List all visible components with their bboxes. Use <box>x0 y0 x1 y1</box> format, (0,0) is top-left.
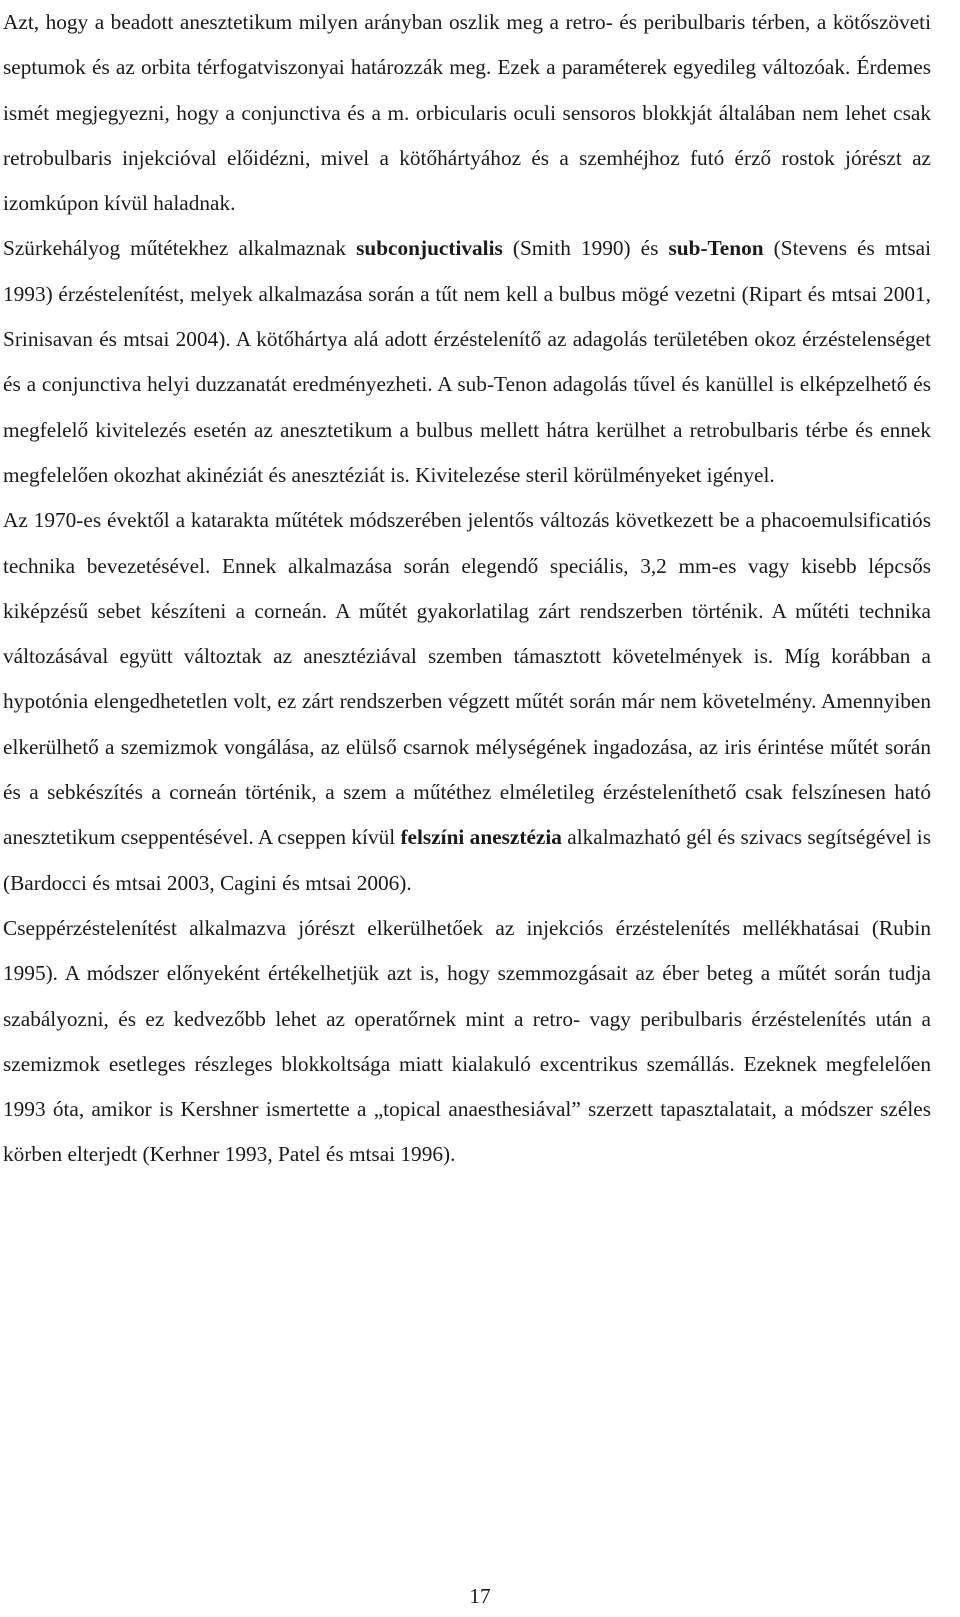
paragraph-anesthetic-distribution <box>3 0 931 226</box>
bold-term-sub-tenon: sub-Tenon <box>668 236 764 261</box>
body-text <box>3 0 931 1178</box>
paragraph-text: Szürkehályog műtétekhez alkalmaznak <box>3 236 357 261</box>
paragraph-topical-anesthesia <box>3 906 931 1178</box>
paragraph-phacoemulsification <box>3 498 931 906</box>
bold-term-felszini-anesztezia: felszíni anesztézia <box>400 825 562 850</box>
paragraph-text: (Smith 1990) és <box>502 236 669 261</box>
paragraph-text: Azt, hogy a beadott anesztetikum milyen arányban oszlik meg a retro- és peribulbaris térben, a kötőszöveti septumok és az orbita térfogatviszonyai határozzák meg. Ezek a paraméterek egyedileg változóak. Érdemes ismét megjegyezni, hogy a conjunctiva és a m. orbicularis oculi sensoros blokkját általában nem lehet csak retrobulbaris injekcióval előidézni, mivel a kötőhártyához és a szemhéjhoz futó érző rostok jórészt az izomkúpon kívül haladnak. <box>3 10 931 216</box>
page-number: 17 <box>469 1584 491 1608</box>
paragraph-text: Cseppérzéstelenítést alkalmazva jórészt elkerülhetőek az injekciós érzéstelenítés mellékhatásai (Rubin 1995). A módszer előnyeként értékelhetjük azt is, hogy szemmozgásait az éber beteg a műtét során tudja szabályozni, és ez kedvezőbb lehet az operatőrnek mint a retro- vagy peribulbaris érzéstelenítés után a szemizmok esetleges részleges blokkoltsága miatt kialakuló excentrikus szemállás. Ezeknek megfelelően 1993 óta, amikor is Kershner ismertette a „topical anaesthesiával” szerzett tapasztalatait, a módszer széles körben elterjedt (Kerhner 1993, Patel és mtsai 1996). <box>3 915 931 1167</box>
bold-term-subconjuctivalis: subconjuctivalis <box>356 236 503 261</box>
paragraph-text: Az 1970-es évektől a katarakta műtétek módszerében jelentős változás következett be a phacoemulsificatiós technika bevezetésével. Ennek alkalmazása során elegendő speciális, 3,2 mm-es vagy kisebb lépcsős kiképzésű sebet készíteni a corneán. A műtét gyakorlatilag zárt rendszerben történik. A műtéti technika változásával együtt változtak az anesztéziával szemben támasztott követelmények is. Míg korábban a hypotónia elengedhetetlen volt, ez zárt rendszerben végzett műtét során már nem követelmény. Amennyiben elkerülhető a szemizmok vongálása, az elülső csarnok mélységének ingadozása, az iris érintése műtét során és a sebkészítés a corneán történik, a szem a műtéthez elméletileg érzésteleníthető csak felszínesen ható anesztetikum cseppentésével. A cseppen kívül <box>3 508 931 850</box>
paragraph-text: alkalmazható gél és szivacs segítségével is (Bardocci és mtsai 2003, Cagini és mtsai 2006). <box>3 825 931 895</box>
paragraph-subconjunctival-subtenon <box>3 226 931 498</box>
paragraph-text: (Stevens és mtsai 1993) érzéstelenítést, melyek alkalmazása során a tűt nem kell a bulbus mögé vezetni (Ripart és mtsai 2001, Srinisavan és mtsai 2004). A kötőhártya alá adott érzéstelenítő az adagolás területében okoz érzéstelenséget és a conjunctiva helyi duzzanatát eredményezheti. A sub-Tenon adagolás tűvel és kanüllel is elképzelhető és megfelelő kivitelezés esetén az anesztetikum a bulbus mellett hátra kerülhet a retrobulbaris térbe és ennek megfelelően okozhat akinéziát és anesztéziát is. Kivitelezése steril körülményeket igényel. <box>3 236 932 487</box>
